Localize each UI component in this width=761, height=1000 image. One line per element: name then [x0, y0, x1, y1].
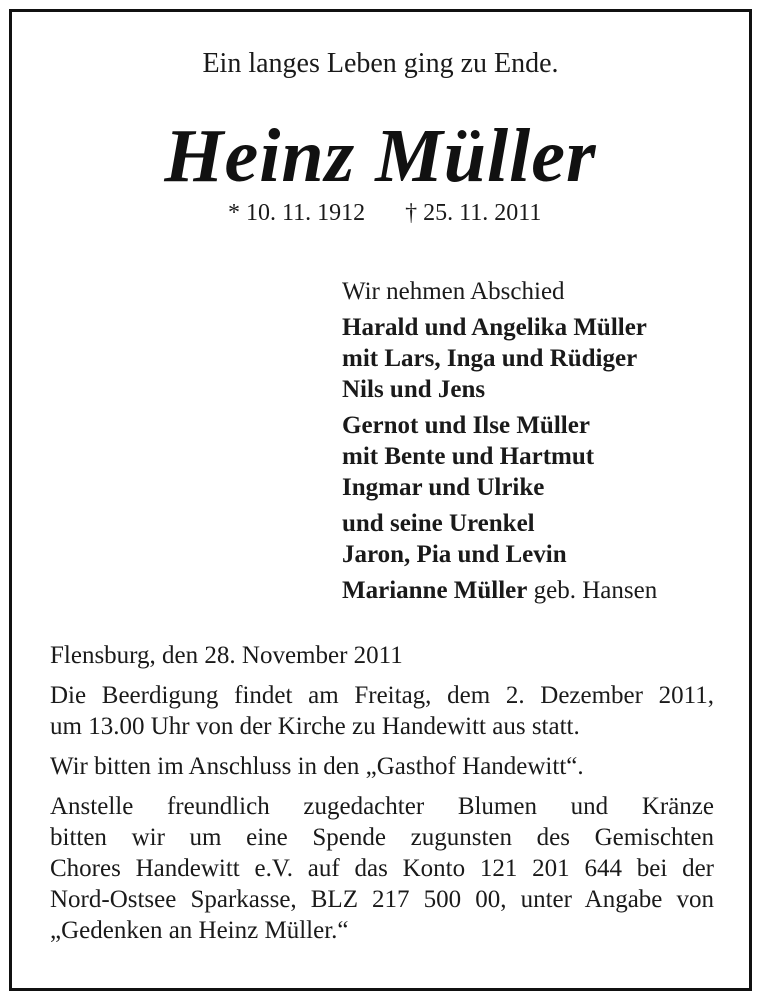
donation-line: Anstelle freundlich zugedachter Blumen und Kränze: [50, 793, 714, 820]
mourner-line: Gernot und Ilse Müller: [342, 412, 590, 439]
intro-line: Ein langes Leben ging zu Ende.: [202, 48, 559, 79]
mourner-line: Harald und Angelika Müller: [342, 314, 647, 341]
mourner-line: mit Lars, Inga und Rüdiger: [342, 345, 638, 372]
farewell-line: Wir nehmen Abschied: [342, 278, 565, 305]
mourner-group-1: [342, 312, 722, 405]
donation-line: „Gedenken an Heinz Müller.“: [50, 917, 349, 944]
donation-line: bitten wir um eine Spende zugunsten des Gemischten: [50, 824, 714, 851]
mourner-line: und seine Urenkel: [342, 510, 535, 537]
widow-maiden-name: geb. Hansen: [527, 577, 658, 604]
mourner-line: Jaron, Pia und Levin: [342, 541, 567, 568]
deceased-name: Heinz Müller: [164, 114, 597, 198]
donation-info: [50, 791, 714, 946]
mourner-widow: [342, 575, 722, 606]
notice-body: [50, 640, 714, 955]
funeral-info: [50, 680, 714, 742]
death-date: † 25. 11. 2011: [405, 200, 542, 226]
funeral-line: Die Beerdigung findet am Freitag, dem 2. Dezember 2011,: [50, 682, 714, 709]
mourner-line: Ingmar und Ulrike: [342, 474, 545, 501]
mourner-line: mit Bente und Hartmut: [342, 443, 595, 470]
birth-date: * 10. 11. 1912: [228, 200, 366, 226]
reception-info: Wir bitten im Anschluss in den „Gasthof Handewitt“.: [50, 753, 584, 780]
widow-name: Marianne Müller: [342, 577, 528, 604]
donation-line: Nord-Ostsee Sparkasse, BLZ 217 500 00, unter Angabe von: [50, 886, 714, 913]
mourner-group-2: [342, 410, 722, 503]
funeral-line: um 13.00 Uhr von der Kirche zu Handewitt aus statt.: [50, 713, 580, 740]
donation-line: Chores Handewitt e.V. auf das Konto 121 201 644 bei der: [50, 855, 714, 882]
mourner-group-3: [342, 508, 722, 570]
life-dates: [228, 196, 541, 230]
mourners-block: [342, 276, 722, 606]
mourner-line: Nils und Jens: [342, 376, 486, 403]
place-date: Flensburg, den 28. November 2011: [50, 642, 403, 669]
